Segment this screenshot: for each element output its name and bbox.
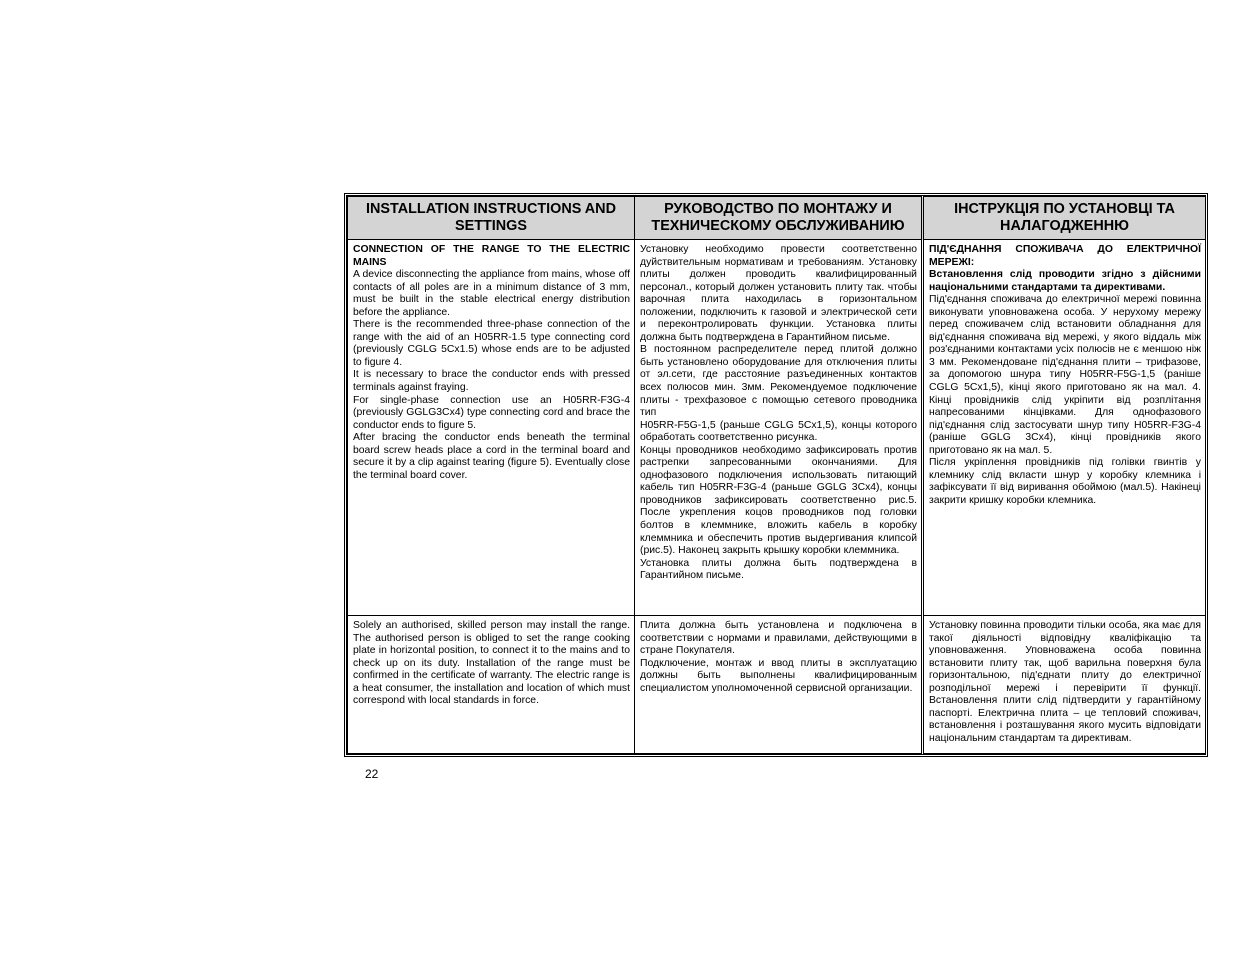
paragraph: Плита должна быть установлена и подключена в соответствии с нормами и правилами, действующими в стране Покупателя. (640, 620, 917, 657)
header-ukrainian: ІНСТРУКЦІЯ ПО УСТАНОВЦІ ТА НАЛАГОДЖЕННЮ (923, 197, 1206, 240)
page-number: 22 (365, 767, 379, 781)
header-english: INSTALLATION INSTRUCTIONS AND SETTINGS (348, 197, 635, 240)
cell-connection-russian (635, 240, 923, 616)
paragraph: It is necessary to brace the conductor ends with pressed terminals against fraying. (353, 369, 630, 394)
instruction-table (347, 196, 1206, 754)
section-subheading: Встановлення слід проводити згідно з дійсними національними стандартами та директивами. (929, 269, 1201, 293)
paragraph: There is the recommended three-phase connection of the range with the aid of an H05RR-1.5 type connecting cord (previously CGLG 5Cx1.5) whose ends are to be adjusted to figure 4. (353, 319, 630, 368)
paragraph: Установку необходимо провести соответственно дуйствительным нормативам и требованиям. Установку плиты должен проводить квалифицированный персонал., который должен установить плиту так. чтобы варочная плита находилась в горизонтальном положении, подключить к газовой и электрической сети и переконтролировать функции. Установка плиты должна быть подтверждена в Гарантийном письме. (640, 244, 917, 343)
paragraph: Установку повинна проводити тільки особа, яка має для такої діяльності відповідну кваліфікацію та уповноваження. Уповноважена особа повинна встановити плиту так, щоб варильна поверхня була горизонтальною, під'єднати плиту до електричної розподільної мережі і перевірити її функції. Встановлення плити слід підтвердити у гарантійному паспорті. Електрична плита – це тепловий споживач, встановлення і розташування якого мусить відповідати національним стандартам та директивам. (929, 620, 1201, 744)
paragraph: Концы проводников необходимо зафиксировать против растрепки запресованными окончаниями. Для однофазового подключения использовать питающий кабель тип H05RR-F3G-4 (раньше GGLG 3Cx4), концы проводников зафиксировать соответственно рис.5. После укрепления коцов проводников под головки болтов в клеммнике, вложить кабель в коробку клеммника и обеспечить против выдергивания клипсой (рис.5). Наконец закрыть крышку коробки клеммника. (640, 444, 917, 557)
cell-installer-russian (635, 616, 923, 754)
paragraph: For single-phase connection use an H05RR-F3G-4 (previously GGLG3Cx4) type connecting cord and brace the conductor ends to figure 5. (353, 394, 630, 431)
header-russian: РУКОВОДСТВО ПО МОНТАЖУ И ТЕХНИЧЕСКОМУ ОБСЛУЖИВАНИЮ (635, 197, 923, 240)
paragraph: Під'єднання споживача до електричної мережі повинна виконувати уповноважена особа. У нерухому мережу перед споживачем слід встановити обладнання для від'єднання споживача від мережі, у якого віддаль між роз'єднаними контактами усіх полюсів не є меншою ніж 3 мм. Рекомендоване під'єднання плити – трифазове, за допомогою шнура типу H05RR-F5G-1,5 (раніше CGLG 5Cx1,5), кінці якого приготовано як на мал. 4. Кінці провідників слід укріпити від розплітання напресованими кінцівками. Для однофазового під'єднання слід застосувати шнур типу H05RR-F3G-4 (раніше GGLG 3Cx4), кінці провідників якого приготовано як на мал. 5. (929, 294, 1201, 456)
paragraph: After bracing the conductor ends beneath the terminal board screw heads place a cord in the terminal board and secure it by a clip against tearing (figure 5). Eventually close the terminal board cover. (353, 432, 630, 481)
section-heading: CONNECTION OF THE RANGE TO THE ELECTRIC MAINS (353, 244, 630, 268)
paragraph: Після укріплення провідників під голівки гвинтів у клемнику слід вкласти шнур у коробку клемника і зафіксувати її від виривання обоймою (мал.5). Накінеці закрити кришку коробки клемника. (929, 457, 1201, 506)
cell-connection-english (348, 240, 635, 616)
cell-installer-ukrainian (923, 616, 1206, 754)
cell-connection-ukrainian (923, 240, 1206, 616)
section-heading: ПІД'ЄДНАННЯ СПОЖИВАЧА ДО ЕЛЕКТРИЧНОЇ МЕРЕЖІ: (929, 244, 1201, 268)
paragraph: Установка плиты должна быть подтверждена в Гарантийном письме. (640, 557, 917, 582)
instruction-table-frame (344, 193, 1208, 757)
paragraph: Solely an authorised, skilled person may install the range. The authorised person is obliged to set the range cooking plate in horizontal position, to connect it to the mains and to check up on its duty. Installation of the range must be confirmed in the certificate of warranty. The electric range is a heat consumer, the installation and location of which must correspond with local standards in force. (353, 620, 630, 707)
paragraph: Подключение, монтаж и ввод плиты в эксплуатацию должны быть выполнены квалифицированным специалистом уполномоченной сервисной организации. (640, 657, 917, 694)
paragraph: A device disconnecting the appliance from mains, whose off contacts of all poles are in a minimum distance of 3 mm, must be built in the stable electrical energy distribution before the appliance. (353, 269, 630, 318)
paragraph: H05RR-F5G-1,5 (раньше CGLG 5Cx1,5), концы которого обработать соответственно рисунка. (640, 419, 917, 444)
paragraph: В постоянном распределителе перед плитой должно быть установлено оборудование для отключения плиты от эл.сети, где расстояние разъединенных контактов всех полюсов мин. 3мм. Рекомендуемое подключение плиты - трехфазовое с помощью сетевого проводника тип (640, 344, 917, 419)
cell-installer-english (348, 616, 635, 754)
